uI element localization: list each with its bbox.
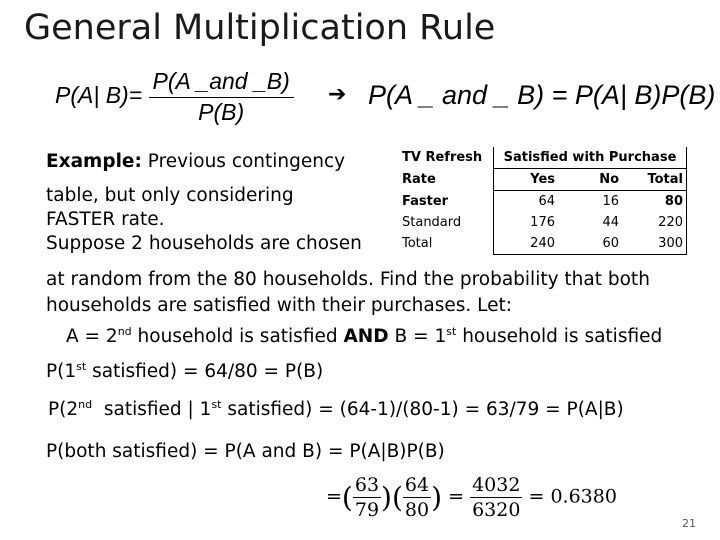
formula-numerator: P(A _and _B) [149, 68, 294, 98]
formula-lhs: P(A| B)= [55, 82, 143, 109]
calculation: =( $\frac{63}{79}$ )( $\frac{64}{80}$ ) = $\frac{4032}{6320}$ = 0.6380 [326, 474, 617, 521]
formula-fraction [149, 68, 294, 126]
example-line-3: FASTER rate. [46, 209, 165, 230]
table-row: Total 240 60 300 [399, 233, 687, 255]
calc-result: 0.6380 [550, 485, 617, 508]
arrow-right-icon: ➔ [328, 82, 347, 107]
table-corner-label-2: Rate [402, 172, 436, 187]
contingency-table [399, 147, 687, 255]
event-definitions: A = 2nd household is satisfied AND B = 1st household is satisfied [66, 325, 663, 347]
page-number: 21 [682, 517, 696, 530]
table-corner-label: TV Refresh [402, 150, 483, 166]
example-line-2: table, but only considering [46, 185, 294, 206]
table-row: Standard 176 44 220 [399, 212, 687, 233]
example-line-1: Example: Previous contingency [46, 151, 346, 172]
col-header-yes: Yes [494, 169, 559, 191]
conditional-formula [55, 68, 294, 126]
probability-b: P(1st satisfied) = 64/80 = P(B) [46, 360, 324, 382]
example-label: Example: [46, 151, 142, 172]
col-header-total: Total [622, 169, 687, 191]
multiplication-formula: P(A _ and _ B) = P(A| B)P(B) [368, 80, 716, 110]
example-line-4: Suppose 2 households are chosen [46, 233, 362, 254]
slide-title: General Multiplication Rule [24, 8, 496, 48]
table-group-header: Satisfied with Purchase [494, 147, 687, 169]
probability-a-given-b: P(2nd satisfied | 1st satisfied) = (64-1)/(80-1) = 63/79 = P(A|B) [48, 398, 624, 420]
probability-both: P(both satisfied) = P(A and B) = P(A|B)P(B) [46, 441, 445, 462]
col-header-no: No [558, 169, 622, 191]
table-row: Faster 64 16 80 [399, 191, 687, 213]
formula-denominator: P(B) [198, 99, 245, 125]
example-line-5: at random from the 80 households. Find the probability that both [46, 269, 650, 290]
example-line-6: households are satisfied with their purchases. Let: [46, 295, 512, 316]
